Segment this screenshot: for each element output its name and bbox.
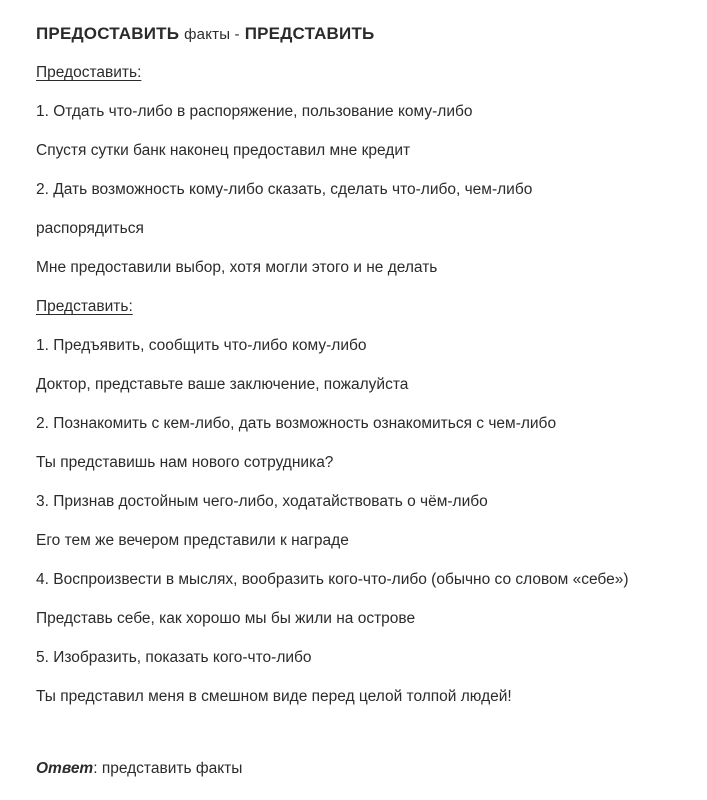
definition-line: 5. Изобразить, показать кого-что-либо [36,649,312,666]
answer-text: : представить факты [93,760,243,777]
example-line: Мне предоставили выбор, хотя могли этого и не делать [36,259,438,276]
section-heading-predstavit: Представить: [36,298,133,315]
example-line: Спустя сутки банк наконец предоставил мне кредит [36,142,411,159]
definition-line: 4. Воспроизвести в мыслях, вообразить кого-что-либо (обычно со словом «себе») [36,571,629,588]
title-term-predostavit: ПРЕДОСТАВИТЬ [36,24,180,43]
title-term-predstavit: ПРЕДСТАВИТЬ [244,24,375,43]
definition-line: 1. Предъявить, сообщить что-либо кому-либо [36,337,367,354]
example-line: Ты представишь нам нового сотрудника? [36,454,334,471]
title-middle-text: факты - [184,26,240,43]
section-heading-predostavit: Предоставить: [36,64,142,81]
example-line: Доктор, представьте ваше заключение, пожалуйста [36,376,409,393]
definition-continuation-line: распорядиться [36,220,144,237]
page-title [36,24,669,44]
example-line: Ты представил меня в смешном виде перед целой толпой людей! [36,688,512,705]
answer-label: Ответ [36,760,94,777]
answer-line [36,760,669,778]
definition-line: 3. Признав достойным чего-либо, ходатайствовать о чём-либо [36,493,488,510]
example-line: Представь себе, как хорошо мы бы жили на острове [36,610,416,627]
definition-line: 1. Отдать что-либо в распоряжение, пользование кому-либо [36,103,473,120]
example-line: Его тем же вечером представили к награде [36,532,349,549]
definition-line: 2. Дать возможность кому-либо сказать, сделать что-либо, чем-либо [36,181,533,198]
definition-line: 2. Познакомить с кем-либо, дать возможность ознакомиться с чем-либо [36,415,557,432]
